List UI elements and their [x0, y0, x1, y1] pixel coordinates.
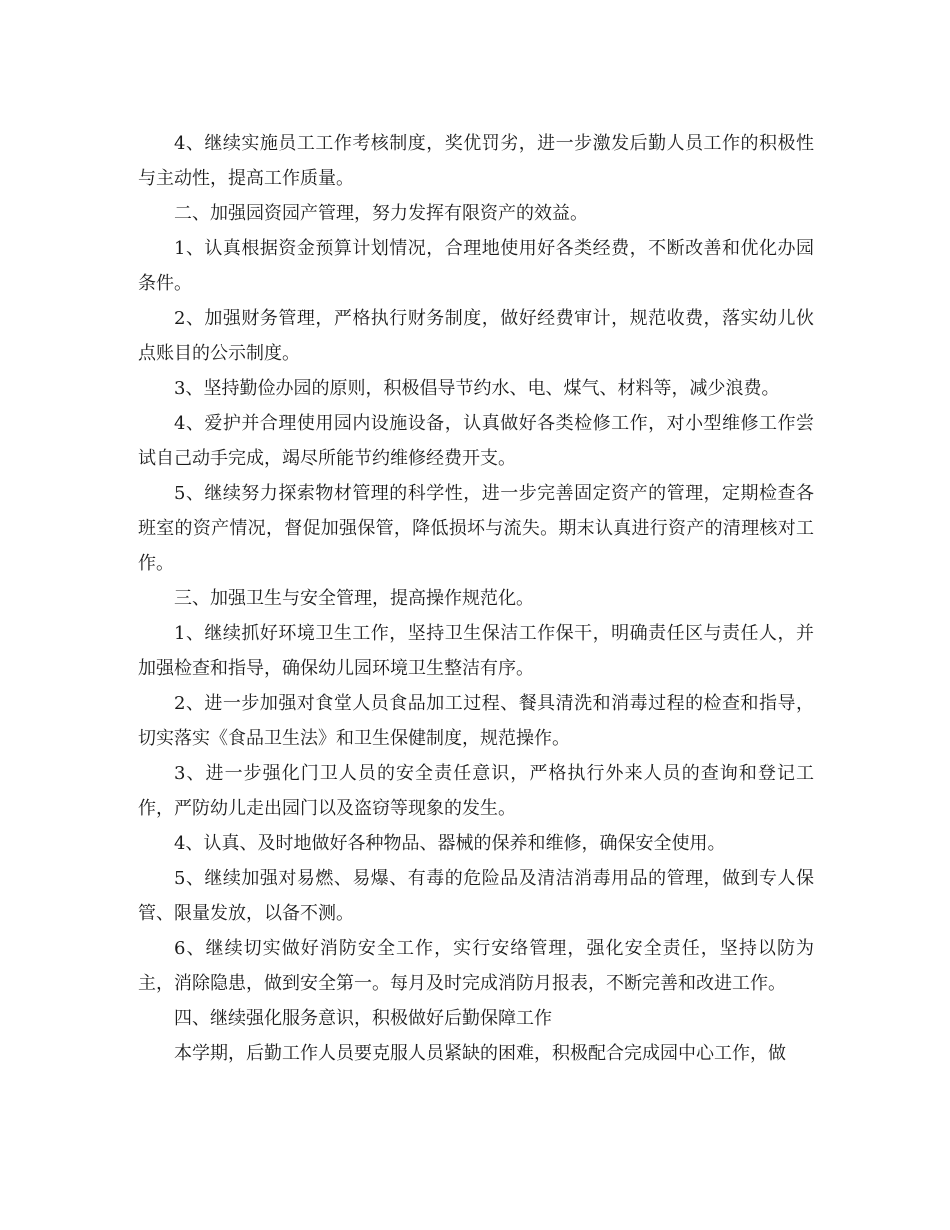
- paragraph-4: 2、加强财务管理，严格执行财务制度，做好经费审计，规范收费，落实幼儿伙点账目的公示制度。: [138, 308, 814, 364]
- paragraph-11: 3、进一步强化门卫人员的安全责任意识，严格执行外来人员的查询和登记工作，严防幼儿走出园门以及盗窃等现象的发生。: [138, 763, 814, 819]
- paragraph-6: 4、爱护并合理使用园内设施设备，认真做好各类检修工作，对小型维修工作尝试自己动手完成，竭尽所能节约维修经费开支。: [138, 413, 814, 469]
- paragraph-12: 4、认真、及时地做好各种物品、器械的保养和维修，确保安全使用。: [174, 833, 726, 854]
- paragraph-9: 1、继续抓好环境卫生工作，坚持卫生保洁工作保干，明确责任区与责任人，并加强检查和指导，确保幼儿园环境卫生整洁有序。: [138, 623, 814, 679]
- paragraph-5: 3、坚持勤俭办园的原则，积极倡导节约水、电、煤气、材料等，减少浪费。: [174, 378, 780, 399]
- paragraph-10: 2、进一步加强对食堂人员食品加工过程、餐具清洗和消毒过程的检查和指导，切实落实《食品卫生法》和卫生保健制度，规范操作。: [138, 693, 814, 749]
- paragraph-3: 1、认真根据资金预算计划情况，合理地使用好各类经费，不断改善和优化办园条件。: [138, 238, 814, 294]
- paragraph-13: 5、继续加强对易燃、易爆、有毒的危险品及清洁消毒用品的管理，做到专人保管、限量发放，以备不测。: [138, 868, 814, 924]
- section-heading-2: 二、加强园资园产管理，努力发挥有限资产的效益。: [174, 203, 588, 224]
- paragraph-7: 5、继续努力探索物材管理的科学性，进一步完善固定资产的管理，定期检查各班室的资产情况，督促加强保管，降低损坏与流失。期末认真进行资产的清理核对工作。: [138, 483, 814, 574]
- section-heading-3: 三、加强卫生与安全管理，提高操作规范化。: [174, 588, 534, 609]
- paragraph-14: 6、继续切实做好消防安全工作，实行安络管理，强化安全责任，坚持以防为主，消除隐患，做到安全第一。每月及时完成消防月报表，不断完善和改进工作。: [138, 938, 814, 994]
- paragraph-16: 本学期，后勤工作人员要克服人员紧缺的困难，积极配合完成园中心工作，做: [174, 1043, 786, 1064]
- document-body: [138, 126, 814, 1071]
- section-heading-4: 四、继续强化服务意识，积极做好后勤保障工作: [174, 1008, 552, 1029]
- paragraph-1: 4、继续实施员工工作考核制度，奖优罚劣，进一步激发后勤人员工作的积极性与主动性，提高工作质量。: [138, 133, 814, 189]
